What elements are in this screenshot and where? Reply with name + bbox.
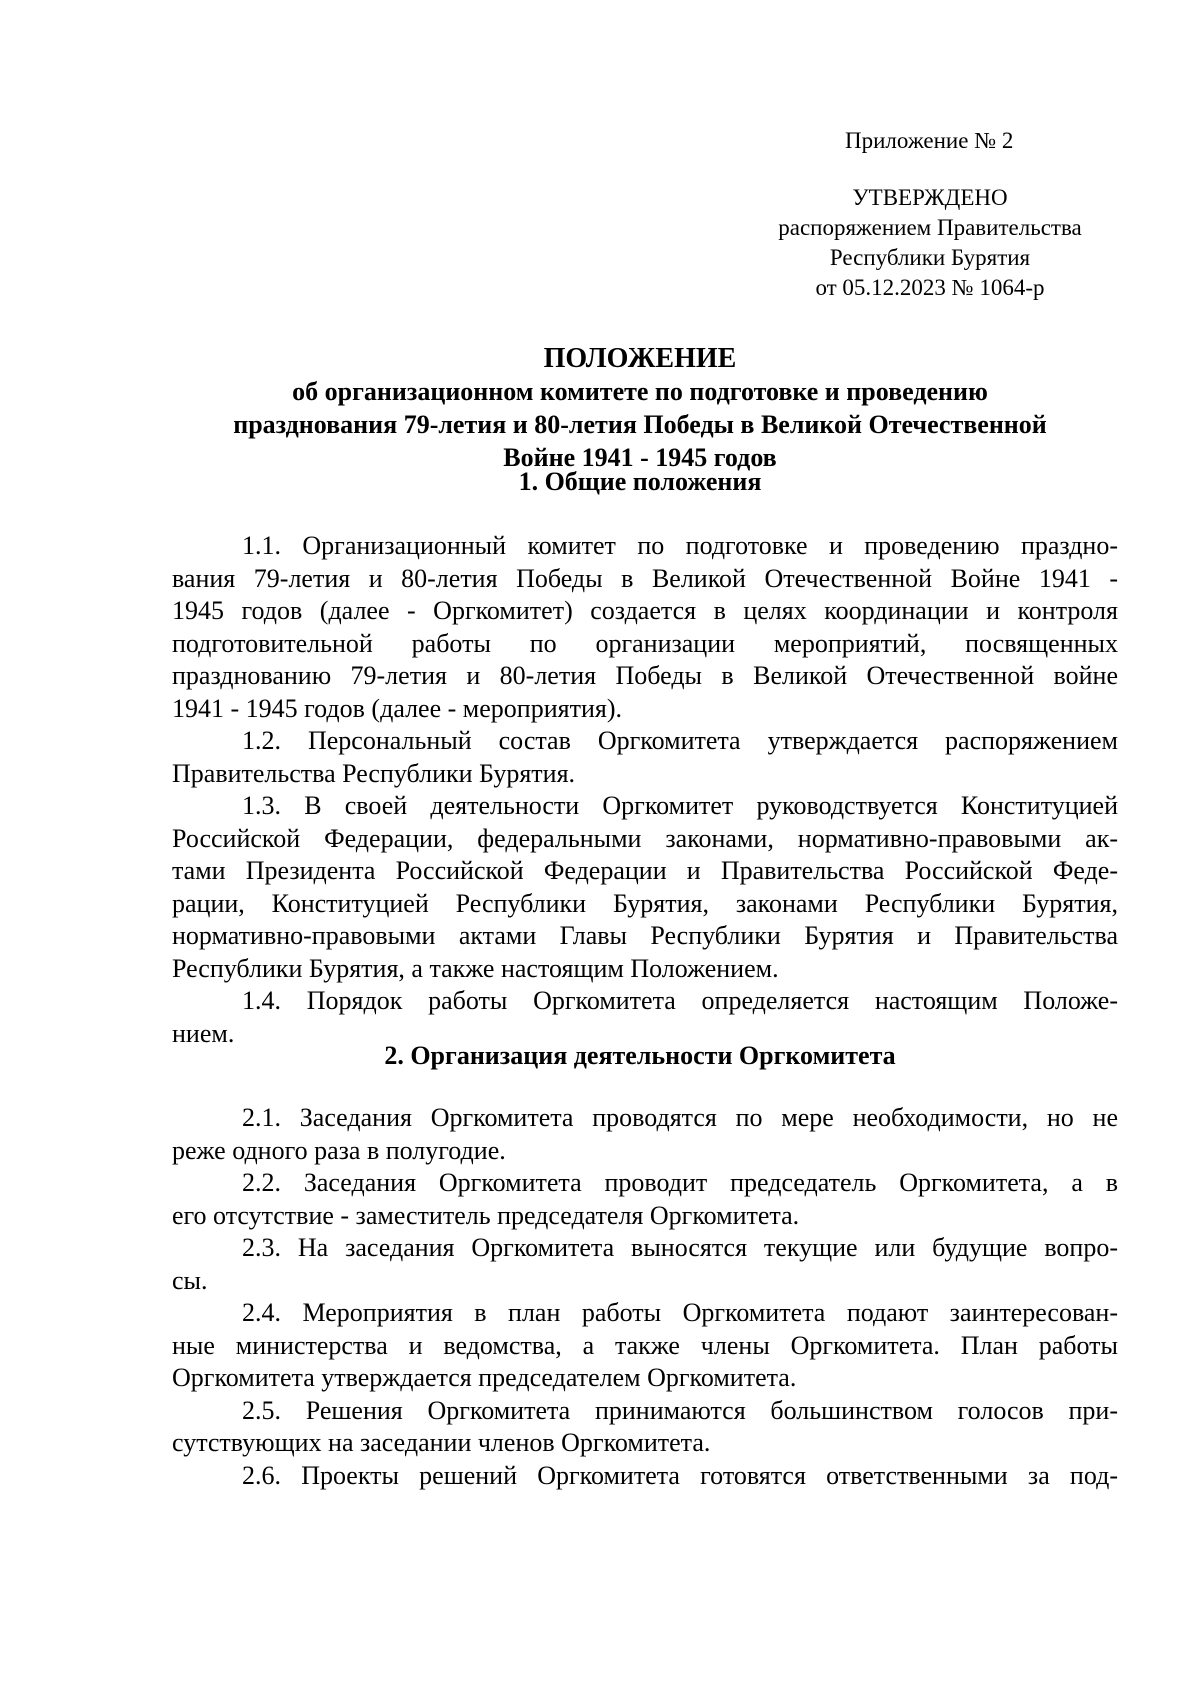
text-line: 1941 - 1945 годов (далее - мероприятия). [172, 693, 622, 723]
text-line: Республики Бурятия, а также настоящим Положением. [172, 953, 779, 983]
paragraph-2-4 [172, 1297, 1118, 1395]
paragraph-2-5 [172, 1395, 1118, 1460]
title-line: празднования 79-летия и 80-летия Победы в Великой Отечественной [233, 410, 1047, 439]
text-line: 2.6. Проекты решений Оргкомитета готовятся ответственными за под- [242, 1460, 1118, 1490]
document-title [160, 342, 1120, 474]
approval-stamp [760, 183, 1100, 303]
approval-line: Республики Бурятия [829, 245, 1031, 270]
title-line: об организационном комитете по подготовке и проведению [292, 377, 988, 406]
section-2-body [172, 1102, 1118, 1492]
paragraph-2-1 [172, 1102, 1118, 1167]
text-line: вания 79-летия и 80-летия Победы в Великой Отечественной Войне 1941 - [172, 563, 1118, 593]
paragraph-2-6 [172, 1460, 1118, 1493]
text-line: нормативно-правовыми актами Главы Республики Бурятия и Правительства [172, 921, 1118, 950]
appendix-number: Приложение № 2 [845, 128, 1014, 153]
text-line: 2.5. Решения Оргкомитета принимаются большинством голосов при- [242, 1395, 1118, 1425]
paragraph-1-2 [172, 725, 1118, 790]
text-line: празднованию 79-летия и 80-летия Победы в Великой Отечественной войне [172, 661, 1118, 690]
text-line: нием. [172, 1018, 235, 1048]
text-line: тами Президента Российской Федерации и Правительства Российской Феде- [172, 856, 1118, 885]
text-line: 1.1. Организационный комитет по подготовке и проведению праздно- [242, 531, 1118, 560]
text-line: 2.3. На заседания Оргкомитета выносятся текущие или будущие вопро- [242, 1233, 1118, 1262]
text-line: 2.4. Мероприятия в план работы Оргкомитета подают заинтересован- [242, 1298, 1118, 1327]
text-line: сы. [172, 1265, 208, 1295]
text-line: 2.1. Заседания Оргкомитета проводятся по мере необходимости, но не [242, 1103, 1118, 1132]
text-line: реже одного раза в полугодие. [172, 1135, 506, 1165]
text-line: ные министерства и ведомства, а также члены Оргкомитета. План работы [172, 1330, 1118, 1360]
paragraph-2-3 [172, 1232, 1118, 1297]
paragraph-1-1 [172, 530, 1118, 725]
text-line: 2.2. Заседания Оргкомитета проводит председатель Оргкомитета, а в [242, 1168, 1118, 1197]
section-1-body [172, 530, 1118, 1050]
text-line: Правительства Республики Бурятия. [172, 758, 576, 788]
text-line: подготовительной работы по организации мероприятий, посвященных [172, 628, 1118, 658]
text-line: его отсутствие - заместитель председателя Оргкомитета. [172, 1200, 800, 1230]
approval-line: УТВЕРЖДЕНО [852, 185, 1008, 210]
text-line: Оргкомитета утверждается председателем Оргкомитета. [172, 1363, 797, 1392]
section-heading-1: 1. Общие положения [518, 467, 762, 496]
approval-line: от 05.12.2023 № 1064-р [815, 275, 1045, 300]
section-heading-2: 2. Организация деятельности Оргкомитета [384, 1041, 896, 1070]
text-line: сутствующих на заседании членов Оргкомитета. [172, 1428, 711, 1457]
text-line: 1.2. Персональный состав Оргкомитета утверждается распоряжением [242, 726, 1118, 755]
paragraph-1-3 [172, 790, 1118, 985]
text-line: Российской Федерации, федеральными законами, нормативно-правовыми ак- [172, 823, 1118, 853]
approval-line: распоряжением Правительства [778, 215, 1082, 240]
paragraph-2-2 [172, 1167, 1118, 1232]
text-line: рации, Конституцией Республики Бурятия, законами Республики Бурятия, [172, 888, 1118, 918]
title-main: ПОЛОЖЕНИЕ [543, 343, 737, 374]
text-line: 1.3. В своей деятельности Оргкомитет руководствуется Конституцией [242, 791, 1118, 820]
text-line: 1945 годов (далее - Оргкомитет) создается в целях координации и контроля [172, 596, 1118, 625]
title-line: Войне 1941 - 1945 годов [503, 443, 777, 472]
text-line: 1.4. Порядок работы Оргкомитета определяется настоящим Положе- [242, 986, 1118, 1015]
